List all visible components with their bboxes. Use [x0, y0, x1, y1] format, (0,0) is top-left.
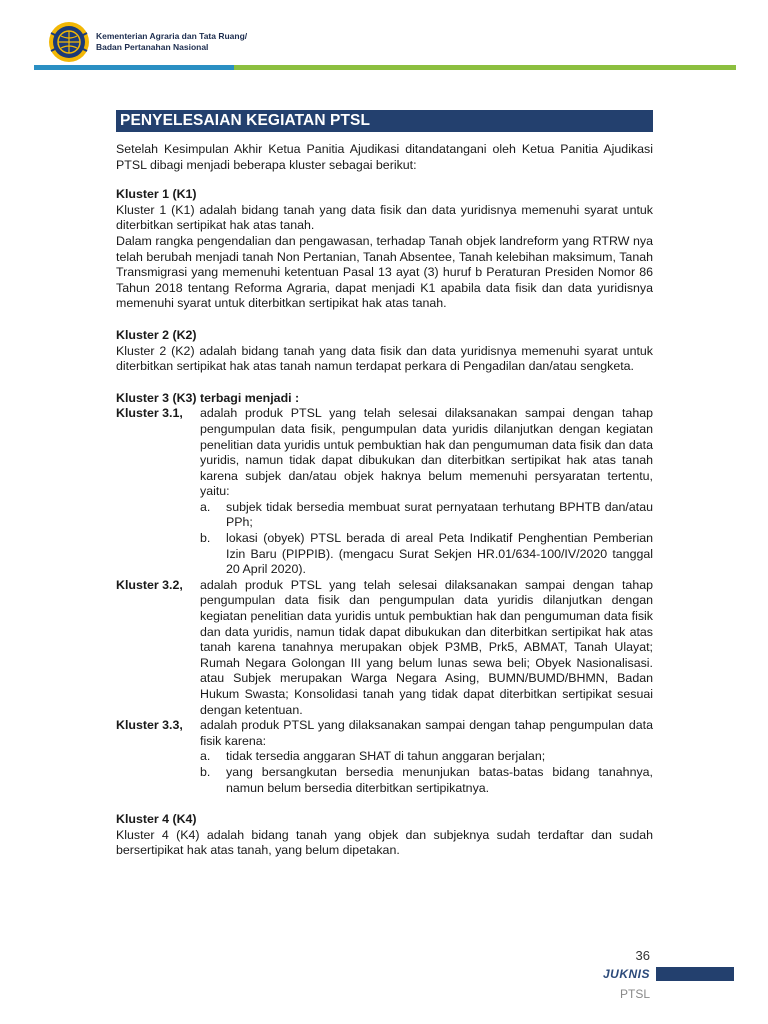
k3-2-text: adalah produk PTSL yang telah selesai dilaksanakan sampai dengan tahap pengumpulan data fisik dan pengumpulan data yuridis dilanjutkan dengan kegiatan penelitian data yuridis untuk pembuktian hak dan pengumuman data fisik dan data yuridis, namun tidak dapat dibukukan dan diterbitkan sertipikat hak atas tanah karena tanahnya merupakan objek P3MB, Prk5, ABMAT, Tanah Ulayat; Rumah Negara Golongan III yang belum lunas sewa beli; Obyek Nasionalisasi. atau Subjek merupakan Warga Negara Asing, BUMN/BUMD/BHMN, Badan Hukum Swasta; Konsolidasi tanah yang tidak dapat diterbitkan sertipikat sesuai dengan ketentuan.: [200, 577, 653, 717]
header-rule-green: [234, 65, 736, 70]
k3-3-text: adalah produk PTSL yang dilaksanakan sampai dengan tahap pengumpulan data fisik karena:: [200, 718, 653, 748]
k3-1-sub-a-text: subjek tidak bersedia membuat surat pernyataan terhutang BPHTB dan/atau PPh;: [226, 499, 653, 530]
section-title: PENYELESAIAN KEGIATAN PTSL: [116, 110, 653, 132]
k3-3-label: Kluster 3.3,: [116, 718, 183, 733]
k4-paragraph: Kluster 4 (K4) adalah bidang tanah yang objek dan subjeknya sudah terdaftar dan sudah bersertipikat hak atas tanah, yang belum dipetakan.: [116, 827, 653, 858]
ministry-logo-icon: [48, 21, 90, 63]
intro-paragraph: Setelah Kesimpulan Akhir Ketua Panitia Ajudikasi ditandatangani oleh Ketua Panitia Ajudikasi PTSL dibagi menjadi beberapa kluster sebagai berikut:: [116, 142, 653, 172]
k3-3-sub-b-marker: b.: [200, 764, 211, 779]
footer-ptsl-label: PTSL: [619, 987, 650, 1001]
k3-1-text: adalah produk PTSL yang telah selesai dilaksanakan sampai dengan tahap pengumpulan data fisik, pengumpulan data yuridis dilanjutkan dengan kegiatan penelitian data yuridis untuk pembuktian hak dan pengumuman data fisik dan data yuridis, namun tidak dapat dibukukan dan diterbitkan sertipikat hak atas tanah karena subjek dan/atau objek haknya belum memenuhi persyaratan tertentu, yaitu:: [200, 406, 653, 499]
k4-heading: Kluster 4 (K4): [116, 812, 197, 827]
k3-1-body: [200, 406, 653, 578]
k3-1-sub-a: [200, 500, 653, 531]
k1-paragraph-2: Dalam rangka pengendalian dan pengawasan, terhadap Tanah objek landreform yang RTRW nya telah berubah menjadi tanah Non Pertanian, Tanah Absentee, Tanah kelebihan maksimum, Tanah Transmigrasi yang memenuhi ketentuan Pasal 13 ayat (3) huruf b Peraturan Presiden Nomor 86 Tahun 2018 tentang Reforma Agraria, dapat menjadi K1 apabila data fisik dan data yuridisnya memenuhi syarat untuk diterbitkan sertipikat hak atas tanah.: [116, 233, 653, 311]
k2-paragraph: Kluster 2 (K2) adalah bidang tanah yang data fisik dan data yuridisnya memenuhi syarat untuk diterbitkan sertipikat hak atas tanah namun terdapat perkara di Pengadilan dan/atau sengketa.: [116, 343, 653, 374]
k3-1-sub-a-marker: a.: [200, 499, 211, 514]
k3-1-sub-b-marker: b.: [200, 531, 211, 546]
k3-1-sub-b: [200, 531, 653, 578]
k3-1-label: Kluster 3.1,: [116, 406, 183, 421]
k1-heading: Kluster 1 (K1): [116, 187, 197, 202]
k3-3-sub-a: [200, 749, 653, 765]
k1-paragraph-1: Kluster 1 (K1) adalah bidang tanah yang data fisik dan data yuridisnya memenuhi syarat untuk diterbitkan sertipikat hak atas tanah.: [116, 202, 653, 233]
k3-3-sub-b: [200, 765, 653, 796]
footer-accent-bar: [656, 967, 734, 981]
k3-2-label: Kluster 3.2,: [116, 577, 183, 592]
k3-1-item: [116, 406, 653, 578]
k3-3-sub-b-text: yang bersangkutan bersedia menunjukan batas-batas bidang tanahnya, namun belum bersedia diterbitkan sertipikatnya.: [226, 764, 653, 795]
footer-juknis-label: JUKNIS: [602, 967, 650, 981]
organization-name: [96, 31, 247, 53]
k3-3-body: [200, 718, 653, 796]
org-line-1: Kementerian Agraria dan Tata Ruang/: [96, 31, 248, 41]
page-header: [48, 20, 247, 64]
header-rule-blue: [34, 65, 234, 70]
k3-2-item: [116, 578, 653, 718]
k2-heading: Kluster 2 (K2): [116, 327, 197, 342]
k3-3-item: [116, 718, 653, 796]
k3-1-sub-b-text: lokasi (obyek) PTSL berada di areal Peta Indikatif Penghentian Pemberian Izin Baru (PIPPIB). (mengacu Surat Sekjen HR.01/634-100/IV/2020 tanggal 20 April 2020).: [226, 531, 653, 577]
page-number: 36: [635, 948, 650, 963]
k3-3-sub-a-text: tidak tersedia anggaran SHAT di tahun anggaran berjalan;: [226, 749, 546, 764]
k3-3-sub-a-marker: a.: [200, 749, 211, 764]
k3-heading: Kluster 3 (K3) terbagi menjadi :: [116, 390, 300, 405]
document-body: [116, 110, 653, 859]
org-line-2: Badan Pertanahan Nasional: [96, 42, 209, 52]
